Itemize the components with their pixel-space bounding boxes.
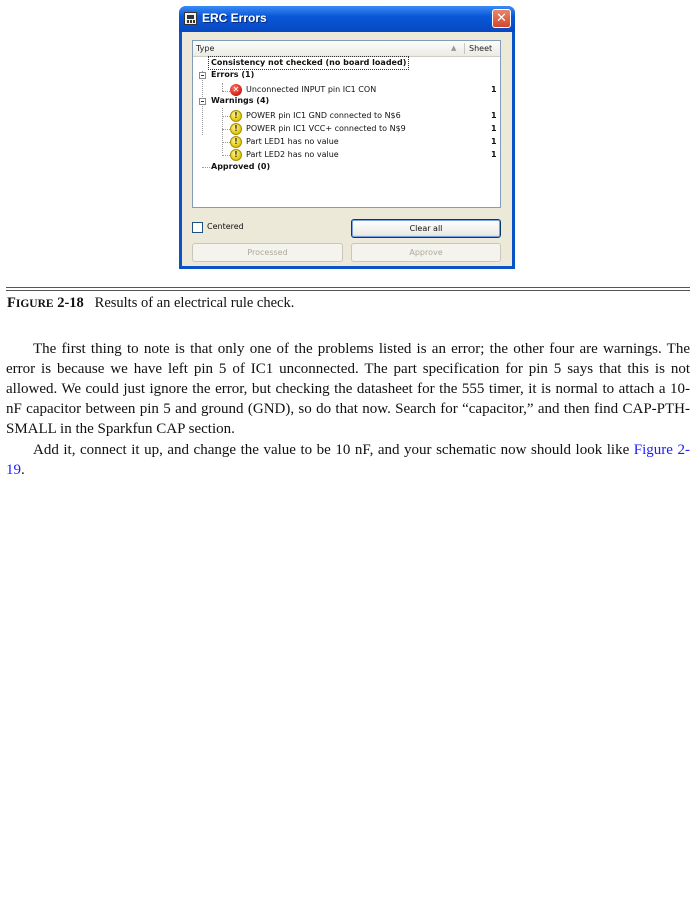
figure-caption (7, 294, 294, 313)
tree-line (222, 129, 230, 130)
approve-button[interactable]: Approve (351, 243, 501, 262)
column-separator[interactable] (464, 43, 465, 54)
erc-errors-dialog (179, 6, 515, 269)
tree-item-consistency[interactable]: Consistency not checked (no board loaded) (211, 58, 407, 67)
sheet-cell: 1 (491, 111, 497, 120)
figure-label: FIGURE 2-18 (7, 295, 84, 311)
dialog-app-icon (184, 12, 197, 25)
sheet-cell: 1 (491, 85, 497, 94)
tree-line (222, 91, 230, 92)
figure-2-19-link[interactable]: Figure 2-19 (6, 442, 690, 478)
warning-icon: ! (230, 149, 242, 161)
tree-line (222, 83, 223, 91)
dialog-titlebar[interactable] (179, 6, 515, 32)
centered-label[interactable]: Centered (207, 222, 244, 231)
warning-icon: ! (230, 123, 242, 135)
dialog-title: ERC Errors (202, 11, 267, 25)
tree-line (222, 155, 230, 156)
collapse-errors-icon[interactable] (199, 72, 206, 79)
tree-item-warning-0[interactable]: POWER pin IC1 GND connected to N$6 (246, 111, 401, 120)
column-type-header[interactable]: Type (196, 44, 215, 53)
close-button[interactable]: ✕ (492, 9, 511, 28)
tree-item-warning-3[interactable]: Part LED2 has no value (246, 150, 339, 159)
tree-line (222, 116, 230, 117)
caption-text: Results of an electrical rule check. (94, 295, 295, 311)
tree-line (222, 142, 230, 143)
tree-item-errors[interactable]: Errors (1) (211, 70, 255, 79)
body-paragraph-2: Add it, connect it up, and change the value to be 10 nF, and your schematic now should look like Figure 2-19. (6, 442, 690, 478)
sheet-cell: 1 (491, 150, 497, 159)
column-sheet-header[interactable]: Sheet (469, 44, 493, 53)
tree-item-warning-2[interactable]: Part LED1 has no value (246, 137, 339, 146)
warning-icon: ! (230, 110, 242, 122)
clear-all-button[interactable]: Clear all (351, 219, 501, 238)
sheet-cell: 1 (491, 124, 497, 133)
processed-button[interactable]: Processed (192, 243, 343, 262)
erc-tree-view[interactable] (192, 40, 501, 208)
sheet-cell: 1 (491, 137, 497, 146)
caption-rule-top (6, 287, 690, 288)
caption-rule-bottom (6, 290, 690, 291)
tree-line (222, 108, 223, 153)
tree-item-approved[interactable]: Approved (0) (211, 162, 271, 171)
tree-item-warnings[interactable]: Warnings (4) (211, 96, 270, 105)
tree-item-warning-1[interactable]: POWER pin IC1 VCC+ connected to N$9 (246, 124, 406, 133)
error-icon: ✕ (230, 84, 242, 96)
sort-arrow-icon: ▲ (451, 44, 457, 52)
dialog-client-area (182, 32, 512, 266)
tree-item-error-0[interactable]: Unconnected INPUT pin IC1 CON (246, 85, 377, 94)
centered-checkbox[interactable] (192, 222, 203, 233)
warning-icon: ! (230, 136, 242, 148)
column-header (193, 41, 500, 57)
collapse-warnings-icon[interactable] (199, 98, 206, 105)
tree-line (202, 167, 210, 168)
body-paragraph-1: The first thing to note is that only one of the problems listed is an error; the other four are warnings. The error is because we have left pin 5 of IC1 unconnected. The part specification for pin 5 says that this is not allowed. We could just ignore the error, but checking the datasheet for the 555 timer, it is normal to attach a 10-nF capacitor between pin 5 and ground (GND), so do that now. Search for “capacitor,” and then find CAP-PTH-SMALL in the Sparkfun CAP section. (6, 341, 690, 437)
